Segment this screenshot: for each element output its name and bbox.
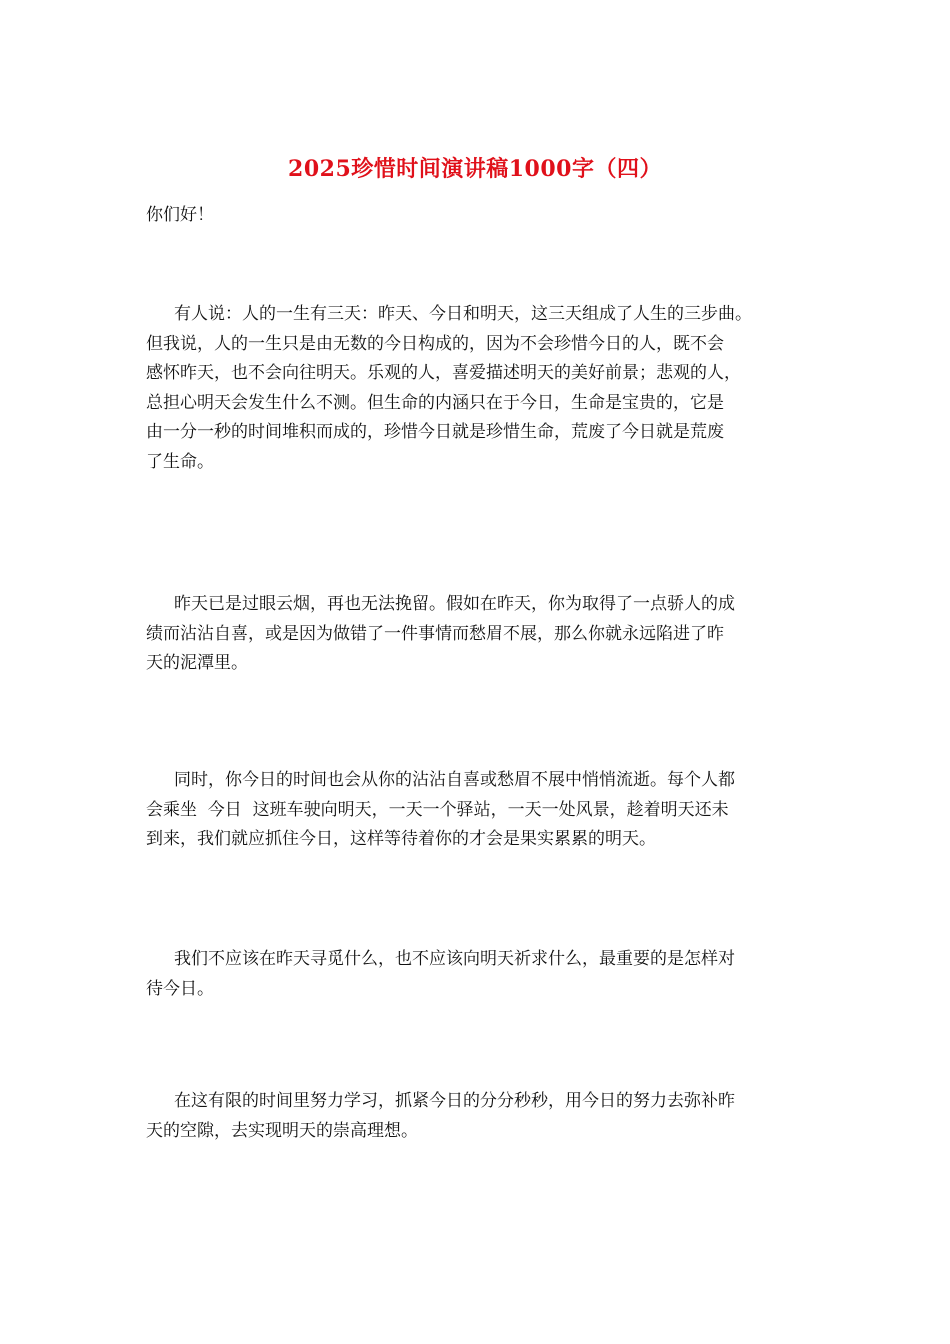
paragraph-line: 会乘坐 今日 这班车驶向明天，一天一个驿站，一天一处风景，趁着明天还未 — [146, 799, 729, 820]
paragraph-2 — [146, 590, 816, 679]
paragraph-line: 总担心明天会发生什么不测。但生命的内涵只在于今日，生命是宝贵的，它是 — [146, 392, 724, 413]
greeting: 你们好！ — [146, 205, 214, 225]
paragraph-1 — [146, 300, 816, 477]
paragraph-line: 昨天已是过眼云烟，再也无法挽留。假如在昨天，你为取得了一点骄人的成 — [174, 594, 735, 614]
paragraph-line: 到来，我们就应抓住今日，这样等待着你的才会是果实累累的明天。 — [146, 829, 656, 849]
paragraph-line: 天的空隙，去实现明天的崇高理想。 — [146, 1120, 418, 1141]
paragraph-line: 在这有限的时间里努力学习，抓紧今日的分分秒秒，用今日的努力去弥补昨 — [174, 1091, 735, 1111]
paragraph-line: 了生命。 — [146, 451, 214, 472]
paragraph-line: 绩而沾沾自喜，或是因为做错了一件事情而愁眉不展，那么你就永远陷进了昨 — [146, 623, 724, 644]
paragraph-3 — [146, 766, 816, 855]
paragraph-line: 同时，你今日的时间也会从你的沾沾自喜或愁眉不展中悄悄流逝。每个人都 — [174, 770, 735, 790]
paragraph-line: 有人说：人的一生有三天：昨天、今日和明天，这三天组成了人生的三步曲。 — [174, 304, 752, 324]
paragraph-line: 天的泥潭里。 — [146, 653, 248, 673]
paragraph-line: 待今日。 — [146, 978, 214, 999]
paragraph-4 — [146, 945, 816, 1004]
document-title: 2025珍惜时间演讲稿1000字（四） — [288, 156, 662, 182]
paragraph-5 — [146, 1087, 816, 1146]
paragraph-line: 感怀昨天，也不会向往明天。乐观的人，喜爱描述明天的美好前景；悲观的人， — [146, 363, 741, 383]
paragraph-line: 但我说，人的一生只是由无数的今日构成的，因为不会珍惜今日的人，既不会 — [146, 333, 724, 354]
paragraph-line: 我们不应该在昨天寻觅什么，也不应该向明天祈求什么，最重要的是怎样对 — [174, 949, 735, 969]
paragraph-line: 由一分一秒的时间堆积而成的，珍惜今日就是珍惜生命，荒废了今日就是荒废 — [146, 422, 724, 442]
